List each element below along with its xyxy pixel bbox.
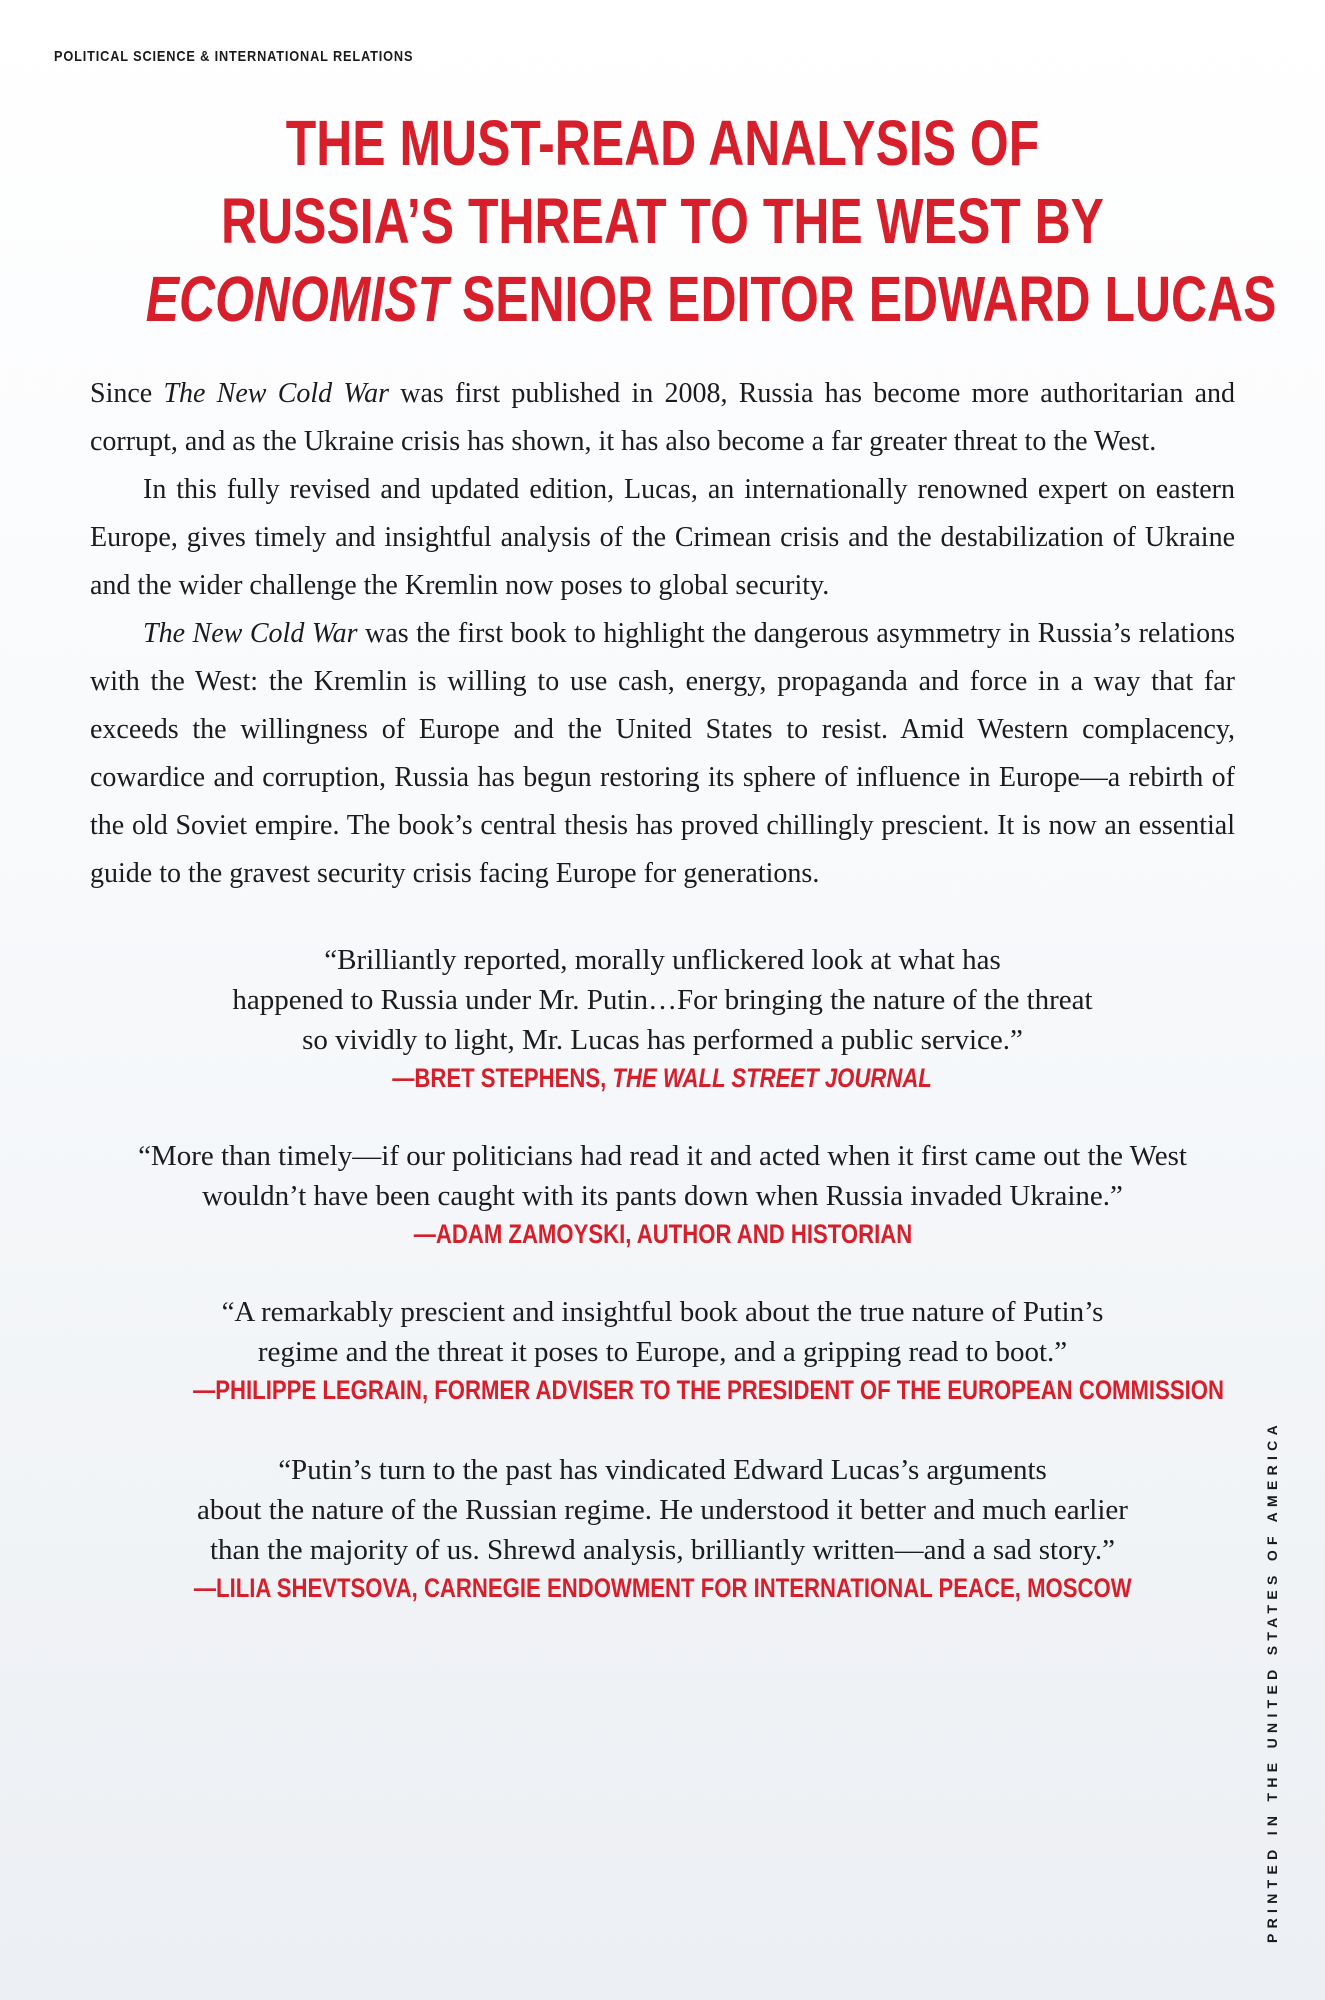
quote-attribution: —BRET STEPHENS, THE WALL STREET JOURNAL <box>392 1063 933 1093</box>
quote-text: “Brilliantly reported, morally unflickered look at what has happened to Russia under Mr. Putin…For bringing the nature of the threat so vividly to light, Mr. Lucas has performed a public service.” <box>232 944 1093 1056</box>
quote-text: “More than timely—if our politicians had read it and acted when it first came out the West wouldn’t have been caught with its pants down when Russia invaded Ukraine.” <box>138 1140 1187 1212</box>
description-blurb <box>90 370 1235 898</box>
review-quote-2 <box>80 1136 1245 1252</box>
quote-attribution: —LILIA SHEVTSOVA, CARNEGIE ENDOWMENT FOR INTERNATIONAL PEACE, MOSCOW <box>193 1573 1132 1603</box>
review-quote-1 <box>80 940 1245 1096</box>
headline-line-3 <box>145 260 1277 338</box>
quote-attribution: —PHILIPPE LEGRAIN, FORMER ADVISER TO THE PRESIDENT OF THE EUROPEAN COMMISSION <box>193 1375 1224 1405</box>
headline-line-3-rest: SENIOR EDITOR EDWARD LUCAS <box>448 263 1277 335</box>
review-quote-4 <box>80 1450 1245 1606</box>
review-quote-3 <box>80 1292 1245 1408</box>
blurb-paragraph-1: Since The New Cold War was first published in 2008, Russia has become more authoritarian and corrupt, and as the Ukraine crisis has shown, it has also become a far greater threat to the West. <box>90 378 1235 457</box>
headline-line-2: RUSSIA’S THREAT TO THE WEST BY <box>221 185 1104 257</box>
headline-economist: ECONOMIST <box>145 263 449 335</box>
quote-text: “Putin’s turn to the past has vindicated Edward Lucas’s arguments about the nature of the Russian regime. He understood it better and much earlier than the majority of us. Shrewd analysis, brilliantly written—and a sad story.” <box>197 1454 1128 1566</box>
category-label: POLITICAL SCIENCE & INTERNATIONAL RELATIONS <box>54 48 414 65</box>
headline <box>0 104 1325 338</box>
book-title: The New Cold War <box>143 618 358 649</box>
quote-attribution: —ADAM ZAMOYSKI, AUTHOR AND HISTORIAN <box>413 1219 912 1249</box>
book-title: The New Cold War <box>163 378 390 409</box>
headline-line-1: THE MUST-READ ANALYSIS OF <box>285 107 1040 179</box>
printed-in-usa-notice: PRINTED IN THE UNITED STATES OF AMERICA <box>1264 1420 1280 1943</box>
blurb-paragraph-3: The New Cold War was the first book to highlight the dangerous asymmetry in Russia’s relations with the West: the Kremlin is willing to use cash, energy, propaganda and force in a way that far exceeds the willingness of Europe and the United States to resist. Amid Western complacency, cowardice and corruption, Russia has begun restoring its sphere of influence in Europe—a rebirth of the old Soviet empire. The book’s central thesis has proved chillingly prescient. It is now an essential guide to the gravest security crisis facing Europe for generations. <box>90 618 1235 889</box>
quote-text: “A remarkably prescient and insightful book about the true nature of Putin’s regime and the threat it poses to Europe, and a gripping read to boot.” <box>221 1296 1104 1368</box>
blurb-paragraph-2: In this fully revised and updated edition, Lucas, an internationally renowned expert on eastern Europe, gives timely and insightful analysis of the Crimean crisis and the destabilization of Ukraine and the wider challenge the Kremlin now poses to global security. <box>90 474 1235 601</box>
